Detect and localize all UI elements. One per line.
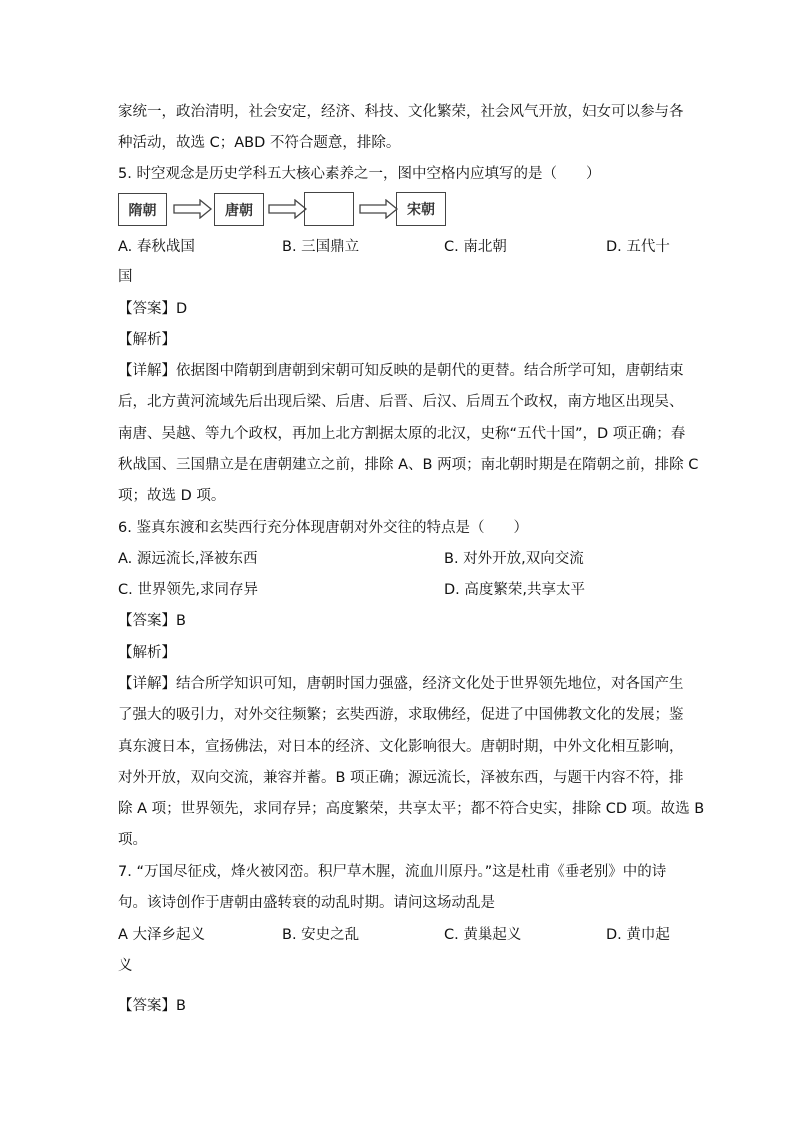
detail-line: 秋战国、三国鼎立是在唐朝建立之前，排除 A、B 两项；南北朝时期是在隋朝之前，排除 C — [118, 457, 699, 473]
diagram-box-tang: 唐朝 — [214, 193, 264, 226]
arrow-icon — [173, 199, 213, 219]
detail-line: 真东渡日本，宣扬佛法，对日本的经济、文化影响很大。唐朝时期，中外文化相互影响， — [118, 739, 684, 755]
option-a: A. 春秋战国 — [118, 239, 195, 255]
diagram-box-sui: 隋朝 — [118, 193, 167, 226]
option-a: A. 源远流长,泽被东西 — [118, 551, 258, 567]
question-7-stem: 句。该诗创作于唐朝由盛转衰的动乱时期。请问这场动乱是 — [118, 895, 495, 911]
diagram-box-blank — [304, 192, 354, 226]
option-b: B. 三国鼎立 — [282, 239, 360, 255]
arrow-icon — [268, 199, 308, 219]
option-d-wrap: 国 — [118, 269, 133, 285]
option-c: C. 黄巢起义 — [444, 927, 522, 943]
option-c: C. 南北朝 — [444, 239, 507, 255]
detail-line: 对外开放，双向交流，兼容并蓄。B 项正确；源远流长，泽被东西，与题干内容不符，排 — [118, 770, 684, 786]
analysis-heading: 【解析】 — [118, 645, 176, 661]
detail-line: 了强大的吸引力，对外交往频繁；玄奘西游，求取佛经，促进了中国佛教文化的发展；鉴 — [118, 707, 684, 723]
text-line: 家统一，政治清明，社会安定，经济、科技、文化繁荣，社会风气开放，妇女可以参与各 — [118, 104, 684, 120]
question-7-stem: 7. “万国尽征戍，烽火被冈峦。积尸草木腥，流血川原丹。”这是杜甫《垂老别》中的诗 — [118, 864, 667, 880]
option-b: B. 安史之乱 — [282, 927, 360, 943]
option-b: B. 对外开放,双向交流 — [444, 551, 584, 567]
diagram-box-song: 宋朝 — [396, 192, 446, 226]
answer: 【答案】D — [118, 301, 188, 317]
detail-line: 项；故选 D 项。 — [118, 488, 226, 504]
answer: 【答案】B — [118, 613, 186, 629]
text-line: 种活动，故选 C；ABD 不符合题意，排除。 — [118, 135, 401, 151]
option-d: D. 高度繁荣,共享太平 — [444, 582, 585, 598]
detail-line: 后，北方黄河流域先后出现后梁、后唐、后晋、后汉、后周五个政权，南方地区出现吴、 — [118, 394, 684, 410]
option-d: D. 五代十 — [606, 239, 670, 255]
detail-line: 【详解】依据图中隋朝到唐朝到宋朝可知反映的是朝代的更替。结合所学可知，唐朝结束 — [118, 363, 684, 379]
question-5-stem: 5. 时空观念是历史学科五大核心素养之一，图中空格内应填写的是（ ） — [118, 166, 601, 182]
detail-line: 南唐、吴越、等九个政权，再加上北方割据太原的北汉，史称“五代十国”，D 项正确；春 — [118, 426, 686, 442]
option-a: A 大泽乡起义 — [118, 927, 206, 943]
analysis-heading: 【解析】 — [118, 332, 176, 348]
detail-line: 除 A 项；世界领先，求同存异；高度繁荣，共享太平；都不符合史实，排除 CD 项。故选 B — [118, 801, 705, 817]
option-c: C. 世界领先,求同存异 — [118, 582, 258, 598]
option-d-wrap: 义 — [118, 958, 133, 974]
answer: 【答案】B — [118, 998, 186, 1014]
detail-line: 项。 — [118, 832, 147, 848]
question-6-stem: 6. 鉴真东渡和玄奘西行充分体现唐朝对外交往的特点是（ ） — [118, 520, 528, 536]
option-d: D. 黄巾起 — [606, 927, 670, 943]
detail-line: 【详解】结合所学知识可知，唐朝时国力强盛，经济文化处于世界领先地位，对各国产生 — [118, 676, 684, 692]
arrow-icon — [359, 199, 399, 219]
